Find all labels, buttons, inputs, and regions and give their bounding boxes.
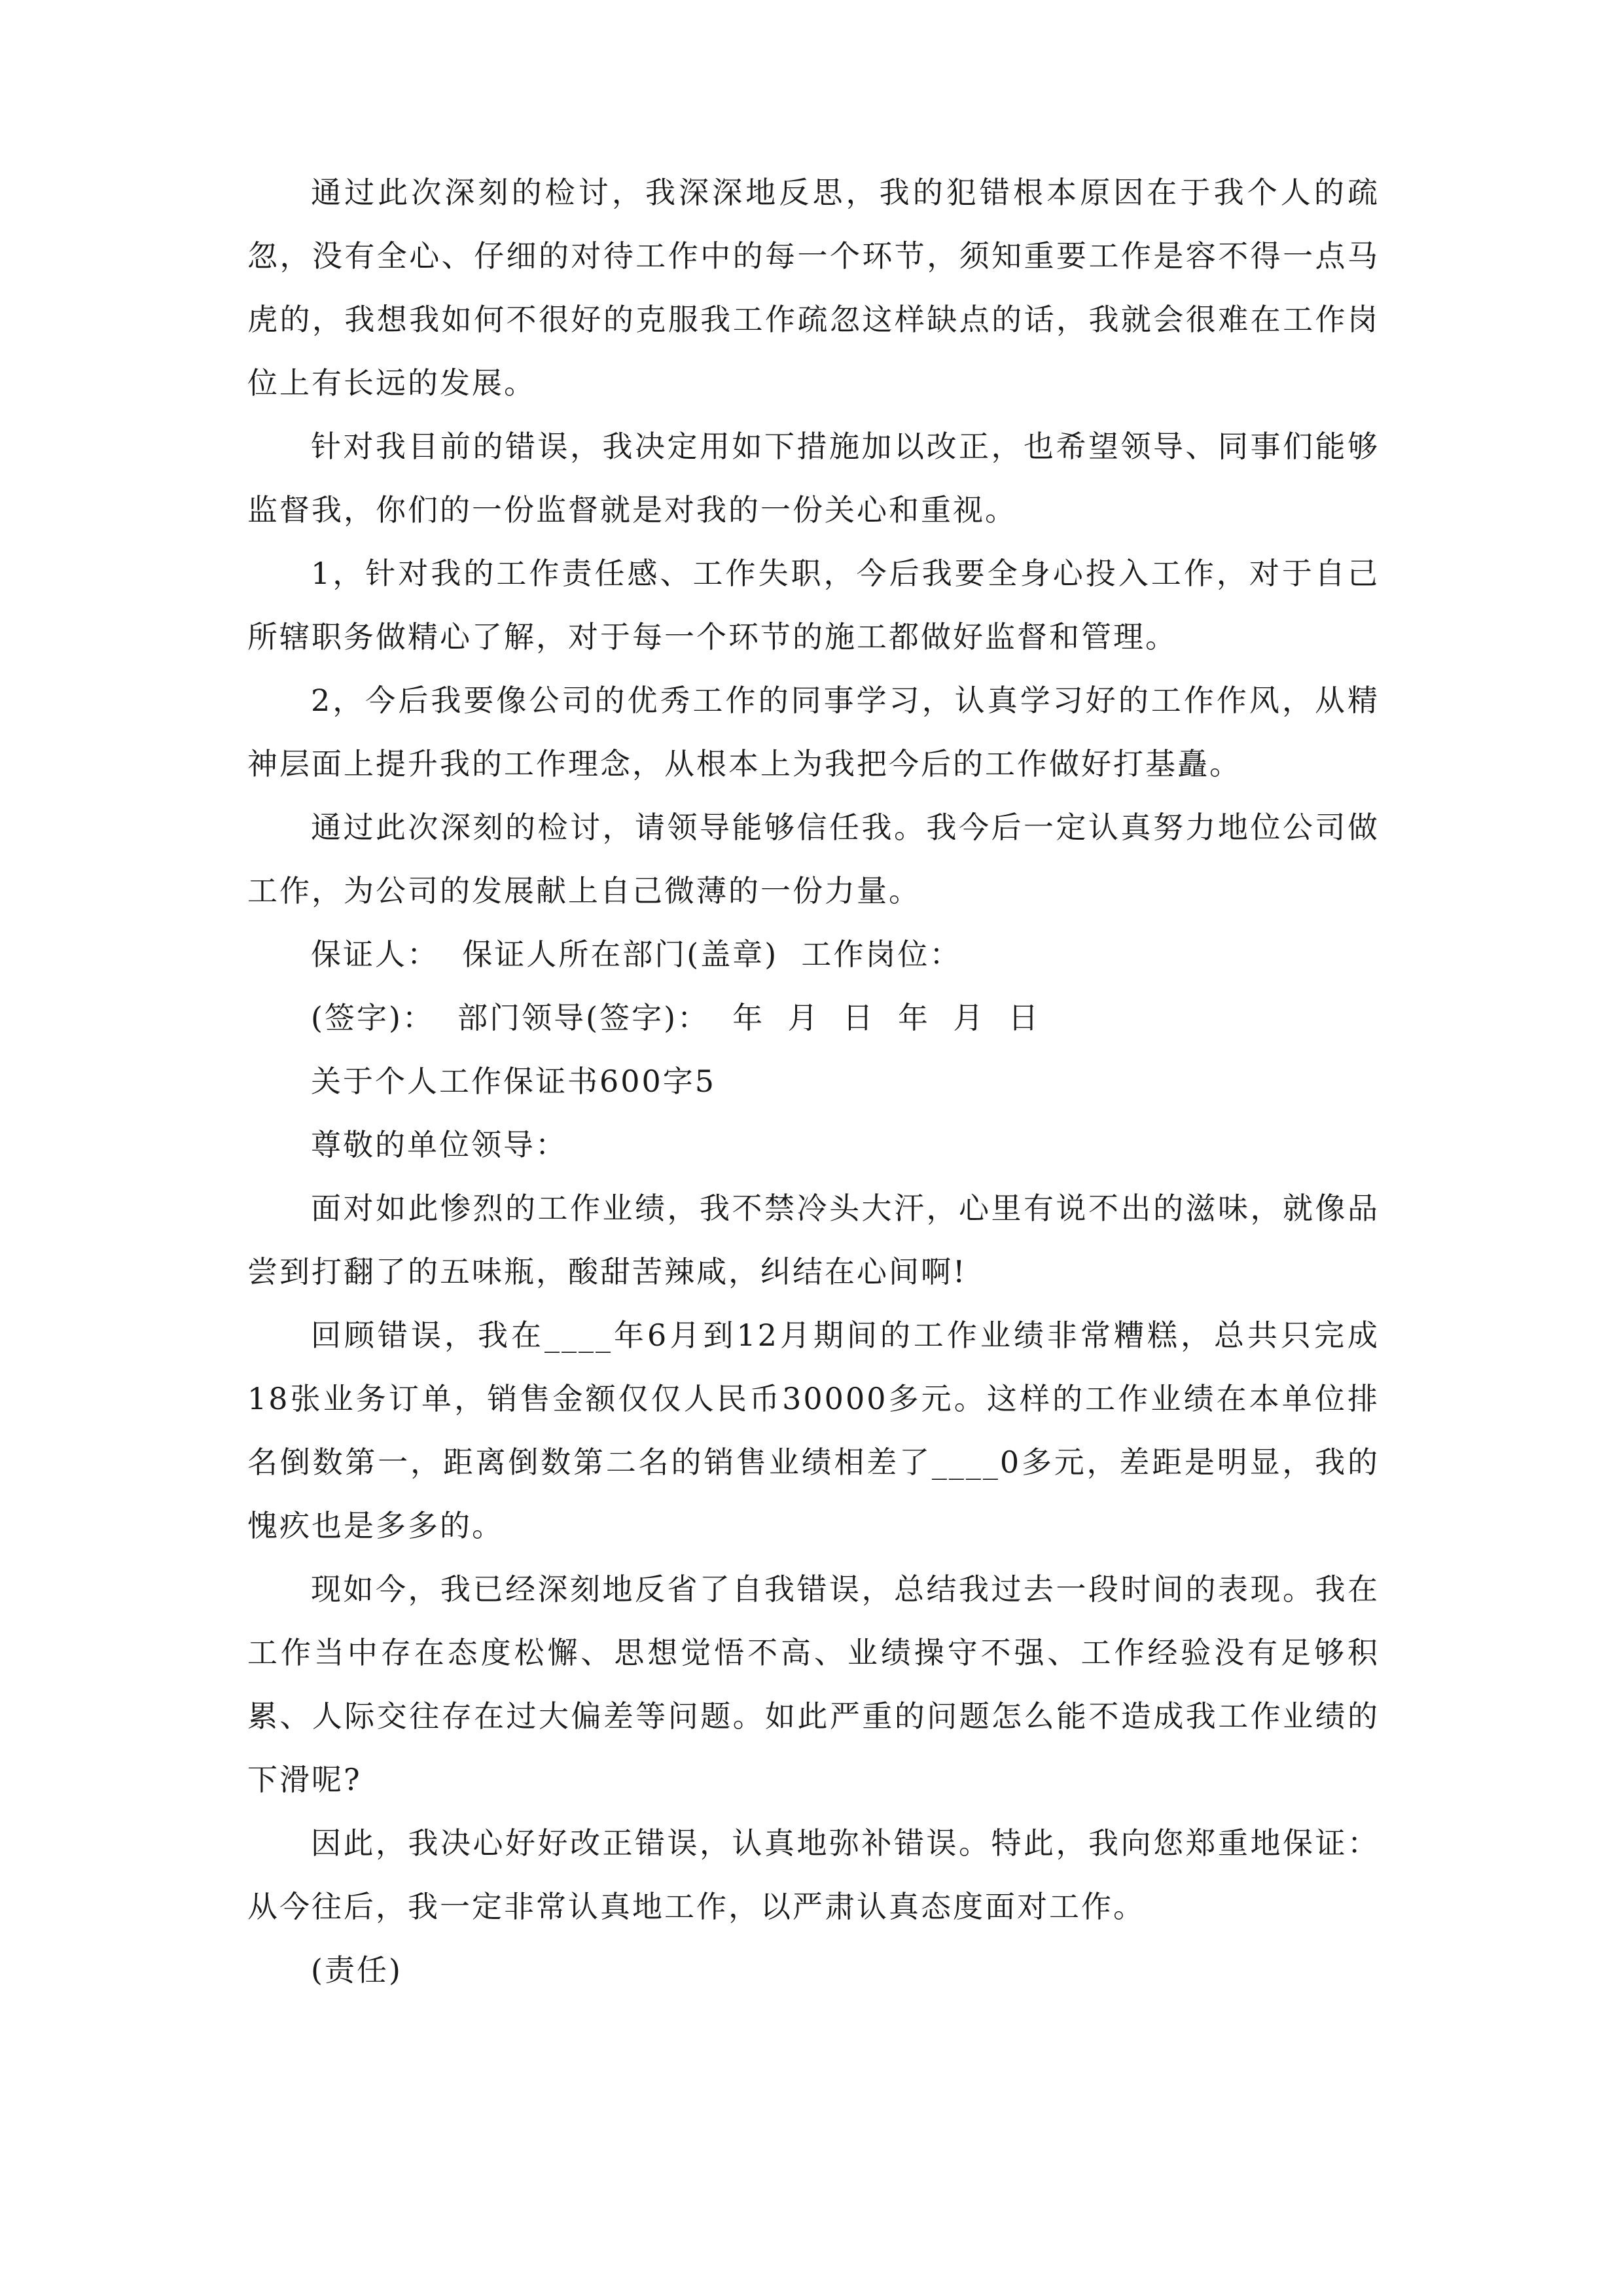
paragraph-self-reflection: 现如今，我已经深刻地反省了自我错误，总结我过去一段时间的表现。我在工作当中存在态度松懈、思想觉悟不高、业绩操守不强、工作经验没有足够积累、人际交往存在过大偏差等问题。如此严重的问题怎么能不造成我工作业绩的下滑呢? xyxy=(247,1571,1380,1797)
paragraph-commitment: 因此，我决心好好改正错误，认真地弥补错误。特此，我向您郑重地保证：从今往后，我一定非常认真地工作，以严肃认真态度面对工作。 xyxy=(247,1825,1380,1924)
paragraph-measures-intro: 针对我目前的错误，我决定用如下措施加以改正，也希望领导、同事们能够监督我，你们的一份监督就是对我的一份关心和重视。 xyxy=(247,429,1380,528)
signature-line-sign: (签字)： 部门领导(签字)： 年 月 日 年 月 日 xyxy=(311,1000,1041,1035)
paragraph-pledge: 通过此次深刻的检讨，请领导能够信任我。我今后一定认真努力地位公司做工作，为公司的发展献上自己微薄的一份力量。 xyxy=(247,810,1380,908)
paragraph-feelings: 面对如此惨烈的工作业绩，我不禁冷头大汗，心里有说不出的滋味，就像品尝到打翻了的五味瓶，酸甜苦辣咸，纠结在心间啊! xyxy=(247,1191,1380,1289)
document-body xyxy=(247,161,1380,2002)
paragraph-measure-2: 2，今后我要像公司的优秀工作的同事学习，认真学习好的工作作风，从精神层面上提升我的工作理念，从根本上为我把今后的工作做好打基矗。 xyxy=(247,683,1380,781)
signature-line-guarantor: 保证人： 保证人所在部门(盖章) 工作岗位： xyxy=(311,937,962,972)
closing: (责任) xyxy=(311,1952,402,1988)
paragraph-measure-1: 1，针对我的工作责任感、工作失职，今后我要全身心投入工作，对于自己所辖职务做精心了解，对于每一个环节的施工都做好监督和管理。 xyxy=(247,556,1380,655)
paragraph-review: 回顾错误，我在____年6月到12月期间的工作业绩非常糟糕，总共只完成18张业务订单，销售金额仅仅人民币30000多元。这样的工作业绩在本单位排名倒数第一，距离倒数第二名的销售业绩相差了____0多元，差距是明显，我的愧疚也是多多的。 xyxy=(247,1318,1380,1543)
section-title: 关于个人工作保证书600字5 xyxy=(311,1064,717,1099)
salutation: 尊敬的单位领导： xyxy=(311,1127,567,1162)
paragraph-reflection: 通过此次深刻的检讨，我深深地反思，我的犯错根本原因在于我个人的疏忽，没有全心、仔细的对待工作中的每一个环节，须知重要工作是容不得一点马虎的，我想我如何不很好的克服我工作疏忽这样缺点的话，我就会很难在工作岗位上有长远的发展。 xyxy=(247,175,1380,401)
